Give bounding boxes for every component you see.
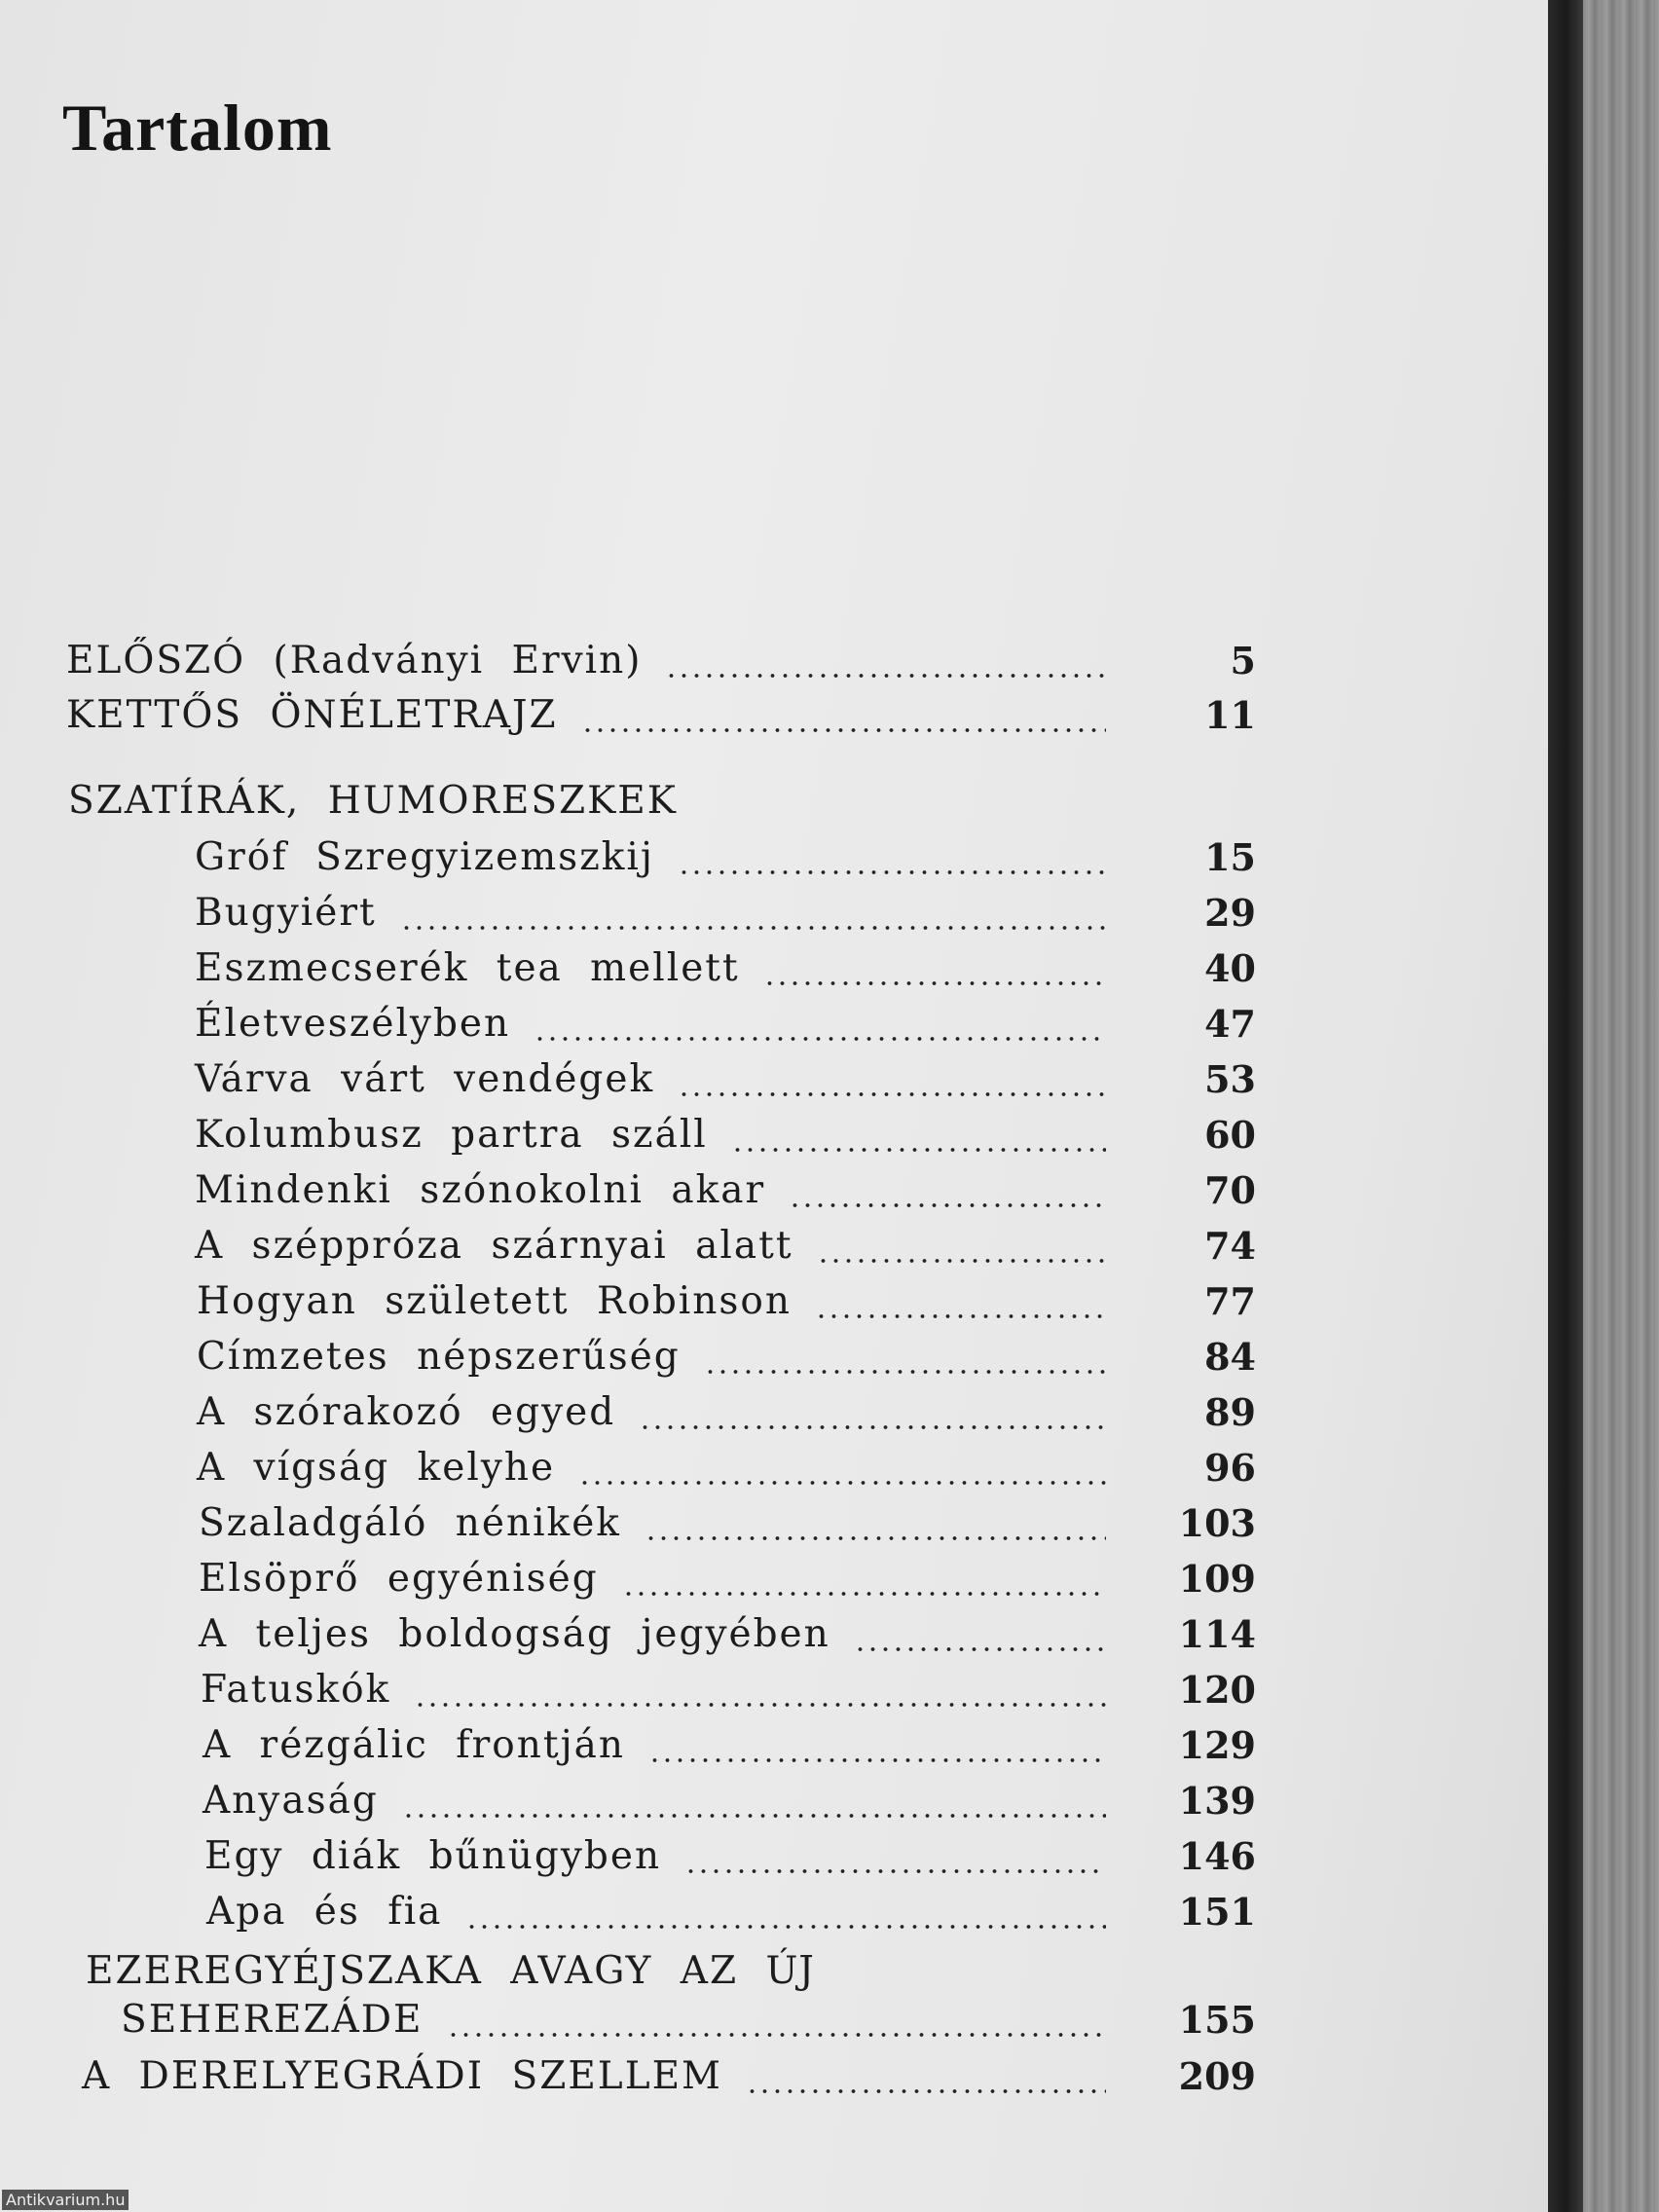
leader-dots bbox=[789, 1202, 1106, 1208]
toc-entry-label: A széppróza szárnyai alatt bbox=[195, 1224, 793, 1268]
toc-entry-page: 129 bbox=[1178, 1723, 1256, 1767]
toc-entry-page: 5 bbox=[1230, 639, 1256, 682]
toc-entry-autobiography bbox=[66, 693, 1256, 744]
toc-entry-page: 96 bbox=[1204, 1446, 1256, 1490]
toc-entry-page: 47 bbox=[1204, 1002, 1256, 1046]
toc-entry-label: Eszmecserék tea mellett bbox=[195, 946, 740, 990]
leader-dots bbox=[678, 869, 1106, 875]
leader-dots bbox=[534, 1036, 1106, 1042]
toc-entry-label: Apa és fia bbox=[206, 1890, 443, 1934]
toc-entry-page: 120 bbox=[1178, 1668, 1256, 1712]
toc-entry-page: 77 bbox=[1204, 1279, 1256, 1323]
toc-entry bbox=[199, 1557, 1256, 1607]
toc-entry bbox=[201, 1668, 1256, 1718]
toc-entry-label: A DERELYEGRÁDI SZELLEM bbox=[82, 2054, 722, 2098]
toc-entry-label: A teljes boldogság jegyében bbox=[199, 1612, 830, 1656]
toc-entry-label: Fatuskók bbox=[201, 1668, 391, 1712]
toc-entry-label: Címzetes népszerűség bbox=[197, 1335, 681, 1379]
toc-entry-page: 53 bbox=[1204, 1057, 1256, 1101]
toc-entry bbox=[197, 1335, 1256, 1385]
toc-entry-label: Életveszélyben bbox=[195, 1002, 511, 1046]
toc-entry-label: Kolumbusz partra száll bbox=[195, 1113, 708, 1157]
toc-entry-page: 84 bbox=[1204, 1335, 1256, 1379]
toc-entry bbox=[195, 835, 1256, 886]
book-cover-edge bbox=[1583, 0, 1659, 2212]
toc-entry-page: 70 bbox=[1204, 1168, 1256, 1212]
toc-entry bbox=[197, 1390, 1256, 1441]
toc-entry-page: 151 bbox=[1178, 1890, 1256, 1934]
leader-dots bbox=[678, 1091, 1106, 1097]
toc-entry-label: Hogyan született Robinson bbox=[197, 1279, 792, 1323]
toc-entry bbox=[195, 891, 1256, 941]
toc-entry bbox=[199, 1501, 1256, 1552]
toc-entry bbox=[195, 946, 1256, 997]
toc-entry bbox=[195, 1113, 1256, 1163]
toc-entry bbox=[195, 1168, 1256, 1219]
toc-entry-page: 15 bbox=[1204, 835, 1256, 879]
toc-entry bbox=[195, 1057, 1256, 1108]
leader-dots bbox=[648, 1757, 1106, 1763]
watermark: Antikvarium.hu bbox=[2, 2190, 129, 2210]
leader-dots bbox=[815, 1313, 1106, 1319]
toc-entry-label: A rézgálic frontján bbox=[203, 1723, 626, 1767]
toc-entry-page: 146 bbox=[1178, 1834, 1256, 1878]
toc-entry-arabian-nights-line1: EZEREGYÉJSZAKA AVAGY AZ ÚJ bbox=[86, 1949, 816, 1993]
toc-entry-page: 109 bbox=[1178, 1557, 1256, 1601]
section-heading: SZATÍRÁK, HUMORESZKEK bbox=[68, 779, 678, 823]
toc-entry bbox=[203, 1779, 1256, 1829]
leader-dots bbox=[578, 1480, 1106, 1486]
toc-entry-label: A vígság kelyhe bbox=[197, 1446, 556, 1490]
toc-entry-page: 139 bbox=[1178, 1779, 1256, 1823]
toc-entry-label: Bugyiért bbox=[195, 891, 377, 935]
toc-entry bbox=[195, 1224, 1256, 1274]
toc-entry-page: 114 bbox=[1178, 1612, 1256, 1656]
leader-dots bbox=[402, 1813, 1106, 1819]
toc-entry bbox=[204, 1834, 1256, 1885]
toc-entry-label: ELŐSZÓ (Radványi Ervin) bbox=[66, 639, 643, 682]
toc-entry-page: 155 bbox=[1178, 1998, 1256, 2042]
leader-dots bbox=[447, 2032, 1106, 2038]
toc-entry-label: KETTŐS ÖNÉLETRAJZ bbox=[66, 693, 558, 737]
toc-entry-page: 40 bbox=[1204, 946, 1256, 990]
leader-dots bbox=[746, 2088, 1106, 2094]
leader-dots bbox=[817, 1258, 1106, 1264]
book-binding-edge bbox=[1548, 0, 1583, 2212]
toc-entry bbox=[206, 1890, 1256, 1940]
leader-dots bbox=[622, 1591, 1106, 1597]
toc-entry bbox=[199, 1612, 1256, 1663]
toc-entry-page: 29 bbox=[1204, 891, 1256, 935]
leader-dots bbox=[854, 1646, 1106, 1652]
toc-entry-label: Várva várt vendégek bbox=[195, 1057, 655, 1101]
toc-entry-label: Mindenki szónokolni akar bbox=[195, 1168, 766, 1212]
toc-entry-page: 209 bbox=[1178, 2054, 1256, 2098]
toc-entry-label: A szórakozó egyed bbox=[197, 1390, 616, 1434]
page-title: Tartalom bbox=[62, 91, 333, 165]
leader-dots bbox=[665, 673, 1106, 679]
leader-dots bbox=[414, 1702, 1106, 1708]
leader-dots bbox=[400, 925, 1106, 931]
toc-entry bbox=[197, 1446, 1256, 1496]
leader-dots bbox=[731, 1147, 1106, 1153]
toc-entry bbox=[195, 1002, 1256, 1052]
toc-entry-derelyegrad-ghost bbox=[82, 2054, 1256, 2105]
leader-dots bbox=[645, 1535, 1106, 1541]
toc-entry bbox=[197, 1279, 1256, 1330]
toc-entry bbox=[203, 1723, 1256, 1774]
leader-dots bbox=[763, 980, 1106, 986]
leader-dots bbox=[465, 1924, 1106, 1930]
toc-entry-label: SEHEREZÁDE bbox=[121, 1998, 424, 2042]
toc-entry-label: Elsöprő egyéniség bbox=[199, 1557, 599, 1601]
toc-entry-label: Anyaság bbox=[203, 1779, 379, 1823]
toc-entry-page: 89 bbox=[1204, 1390, 1256, 1434]
leader-dots bbox=[684, 1868, 1106, 1874]
toc-entry-arabian-nights bbox=[121, 1998, 1256, 2048]
toc-entry-page: 60 bbox=[1204, 1113, 1256, 1157]
toc-entry-page: 74 bbox=[1204, 1224, 1256, 1268]
toc-entry-label: Egy diák bűnügyben bbox=[204, 1834, 662, 1878]
leader-dots bbox=[639, 1424, 1106, 1430]
leader-dots bbox=[581, 727, 1106, 733]
toc-entry-foreword bbox=[66, 639, 1256, 689]
toc-entry-label: Szaladgáló nénikék bbox=[199, 1501, 621, 1545]
toc-entry-page: 103 bbox=[1178, 1501, 1256, 1545]
toc-entry-page: 11 bbox=[1204, 693, 1256, 737]
leader-dots bbox=[704, 1369, 1106, 1375]
toc-entry-label: Gróf Szregyizemszkij bbox=[195, 835, 654, 879]
